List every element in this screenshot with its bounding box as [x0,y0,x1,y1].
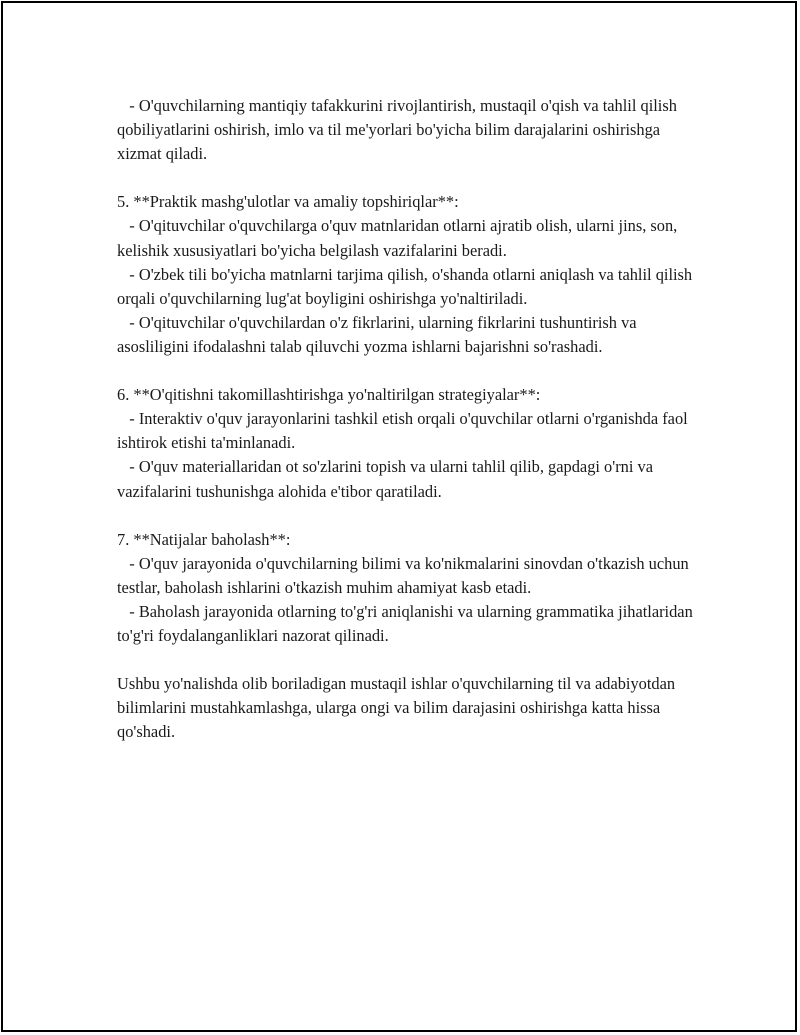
section-6-item-2: - O'quv materiallaridan ot so'zlarini topish va ularni tahlil qilib, gapdagi o'rni va vazifalarini tushunishga alohida e'tibor qaratiladi. [117,457,658,501]
section-5-item-3: - O'qituvchilar o'quvchilardan o'z fikrlarini, ularning fikrlarini tushuntirish va asosliligini ifodalashni talab qiluvchi yozma ishlarni bajarishni so'rashadi. [117,312,641,356]
section-5-item-1: - O'qituvchilar o'quvchilarga o'quv matnlaridan otlarni ajratib olish, ularni jins, son, kelishik xususiyatlari bo'yicha belgilash vazifalarini beradi. [117,216,682,260]
section-6-heading: 6. **O'qitishni takomillashtirishga yo'naltirilgan strategiyalar**: [117,385,541,405]
conclusion-paragraph: Ushbu yo'nalishda olib boriladigan mustaqil ishlar o'quvchilarning til va adabiyotdan bilimlarini mustahkamlashga, ularga ongi va bilim darajasini oshirishga katta hissa qo'shadi. [117,674,680,742]
section-5-item-2: - O'zbek tili bo'yicha matnlarni tarjima qilish, o'shanda otlarni aniqlash va tahlil qilish orqali o'quvchilarning lug'at boyligini oshirishga yo'naltiriladi. [117,264,697,308]
paragraph-gap [117,504,697,528]
paragraph-gap [117,166,697,190]
section-7-item-1: - O'quv jarayonida o'quvchilarning bilimi va ko'nikmalarini sinovdan o'tkazish uchun testlar, baholash ishlarini o'tkazish muhim ahamiyat kasb etadi. [117,553,693,597]
paragraph-1-continuation: - O'quvchilarning mantiqiy tafakkurini rivojlantirish, mustaqil o'qish va tahlil qilish qobiliyatlarini oshirish, imlo va til me'yorlari bo'yicha bilim darajalarini oshirishga xizmat qiladi. [117,96,682,164]
section-7-item-2: - Baholash jarayonida otlarning to'g'ri aniqlanishi va ularning grammatika jihatlaridan to'g'ri foydalanganliklari nazorat qilinadi. [117,601,697,646]
section-5-heading: 5. **Praktik mashg'ulotlar va amaliy topshiriqlar**: [117,192,459,212]
section-6-item-1: - Interaktiv o'quv jarayonlarini tashkil etish orqali o'quvchilar otlarni o'rganishda faol ishtirok etishi ta'minlanadi. [117,409,692,453]
document-body [117,94,697,745]
paragraph-gap [117,359,697,383]
section-7-heading: 7. **Natijalar baholash**: [117,529,291,549]
paragraph-gap [117,648,697,672]
